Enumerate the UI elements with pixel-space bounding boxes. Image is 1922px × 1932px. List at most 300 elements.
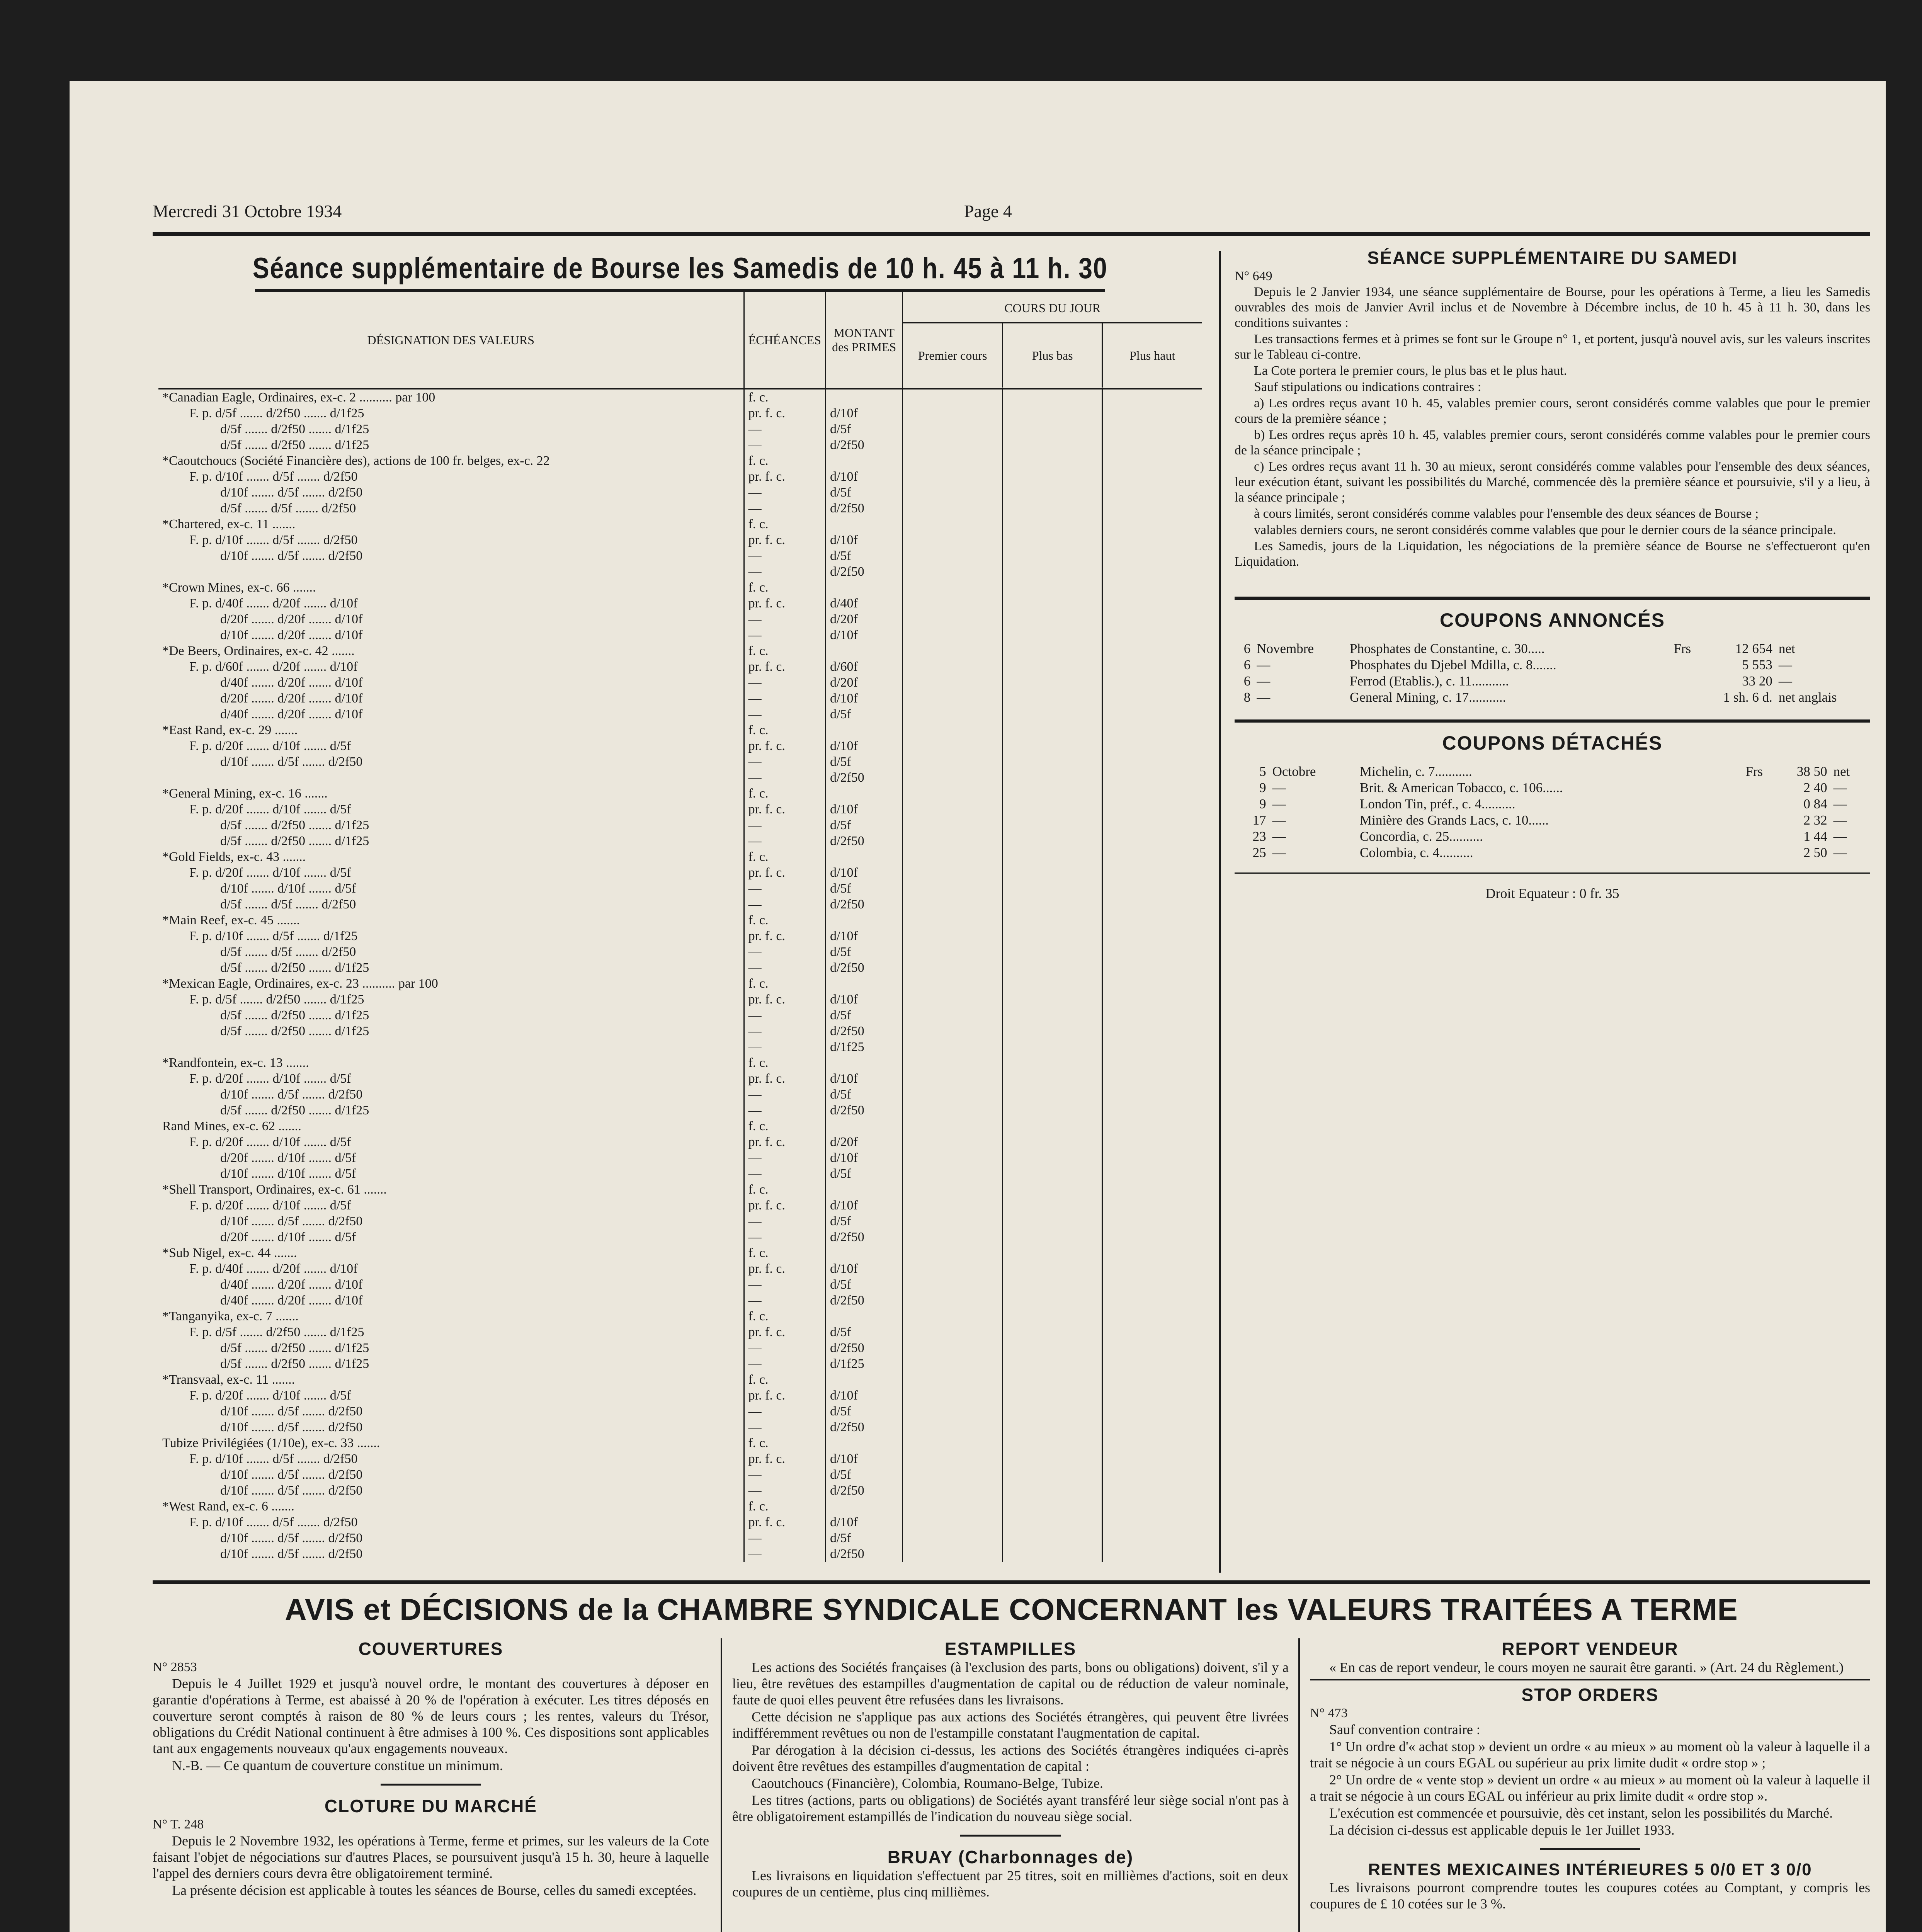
valeur-cours	[903, 1118, 1202, 1134]
valeur-echeance: pr. f. c.	[744, 469, 825, 485]
haut-cell	[1102, 580, 1202, 595]
cloture-text	[153, 1833, 709, 1898]
valeur-echeance: —	[744, 548, 825, 564]
valeur-designation: d/10f ....... d/5f ....... d/2f50	[220, 754, 363, 769]
bas-cell	[1002, 469, 1102, 485]
haut-cell	[1102, 849, 1202, 865]
haut-cell	[1102, 1197, 1202, 1213]
bas-cell	[1002, 912, 1102, 928]
valeur-montant: d/2f50	[826, 1546, 903, 1562]
haut-cell	[1102, 675, 1202, 690]
haut-cell	[1102, 960, 1202, 976]
premier-cell	[903, 817, 1002, 833]
valeur-cours	[903, 500, 1202, 516]
valeur-montant: d/5f	[826, 944, 903, 960]
couvertures-number: N° 2853	[153, 1660, 197, 1674]
valeur-echeance: f. c.	[744, 1498, 825, 1514]
bas-cell	[1002, 817, 1102, 833]
valeur-montant: d/2f50	[826, 1229, 903, 1245]
haut-cell	[1102, 1308, 1202, 1324]
valeur-row	[158, 1419, 1202, 1435]
column-divider	[1298, 1638, 1300, 1932]
valeur-montant: d/5f	[826, 1213, 903, 1229]
haut-cell	[1102, 1118, 1202, 1134]
haut-cell	[1102, 643, 1202, 659]
valeur-montant: d/5f	[826, 706, 903, 722]
valeur-row	[158, 1340, 1202, 1356]
bas-cell	[1002, 595, 1102, 611]
valeur-designation: *Sub Nigel, ex-c. 44 .......	[162, 1245, 297, 1260]
valeur-cours	[903, 833, 1202, 849]
valeur-row	[158, 1245, 1202, 1261]
valeur-montant: d/5f	[826, 1007, 903, 1023]
valeur-echeance: —	[744, 611, 825, 627]
coupon-cell: 25	[1252, 845, 1266, 860]
valeur-cours	[903, 564, 1202, 580]
valeur-designation: F. p. d/20f ....... d/10f ....... d/5f	[189, 1198, 351, 1213]
coupon-cell: Concordia, c. 25..........	[1359, 829, 1483, 844]
valeur-designation: d/20f ....... d/20f ....... d/10f	[220, 612, 363, 626]
valeur-designation: *Mexican Eagle, Ordinaires, ex-c. 23 .......... par 100	[162, 976, 438, 991]
valeur-montant	[826, 786, 903, 801]
coupon-cell: net anglais	[1778, 690, 1837, 705]
valeur-echeance: f. c.	[744, 580, 825, 595]
header-rule	[153, 232, 1870, 236]
header-date: Mercredi 31 Octobre 1934	[153, 201, 342, 221]
bas-cell	[1002, 1023, 1102, 1039]
premier-cell	[903, 1087, 1002, 1102]
valeur-montant	[826, 976, 903, 992]
valeur-cours	[903, 722, 1202, 738]
valeur-cours	[903, 1356, 1202, 1372]
valeur-designation: *Main Reef, ex-c. 45 .......	[162, 913, 300, 927]
valeur-echeance: —	[744, 1102, 825, 1118]
valeur-row	[158, 1039, 1202, 1055]
valeur-montant: d/5f	[826, 1087, 903, 1102]
valeur-designation: d/5f ....... d/2f50 ....... d/1f25	[220, 437, 369, 452]
premier-cell	[903, 564, 1002, 580]
premier-cell	[903, 611, 1002, 627]
haut-cell	[1102, 1055, 1202, 1071]
valeur-cours	[903, 437, 1202, 453]
valeur-cours	[903, 1293, 1202, 1308]
valeur-montant: d/10f	[826, 1071, 903, 1087]
valeur-row	[158, 1134, 1202, 1150]
valeur-cours	[903, 976, 1202, 992]
bas-cell	[1002, 389, 1102, 405]
divider	[381, 1784, 481, 1786]
premier-cell	[903, 1498, 1002, 1514]
valeur-designation: F. p. d/20f ....... d/10f ....... d/5f	[189, 738, 351, 753]
valeur-designation: d/10f ....... d/5f ....... d/2f50	[220, 1467, 363, 1482]
coupon-cell: —	[1257, 673, 1271, 689]
valeur-montant: d/10f	[826, 690, 903, 706]
haut-cell	[1102, 896, 1202, 912]
valeur-cours	[903, 1197, 1202, 1213]
valeur-echeance: —	[744, 1087, 825, 1102]
valeur-cours	[903, 944, 1202, 960]
paragraph: c) Les ordres reçus avant 11 h. 30 au mieux, seront considérés comme valables pour l'ensemble des deux séances, leur exécution étant, suivant les possibilités du Marché, commencée dès la première séance et poursuivie, s'il y a lieu, à la séance principale ;	[1235, 459, 1870, 505]
coupon-cell: net	[1833, 764, 1850, 779]
haut-cell	[1102, 1213, 1202, 1229]
valeur-montant: d/10f	[826, 928, 903, 944]
valeur-row	[158, 896, 1202, 912]
premier-cell	[903, 881, 1002, 896]
valeur-montant: d/2f50	[826, 1483, 903, 1498]
valeur-row	[158, 960, 1202, 976]
paragraph: L'exécution est commencée et poursuivie, dès cet instant, selon les possibilités du Marché.	[1329, 1805, 1833, 1821]
coupon-cell: Minière des Grands Lacs, c. 10......	[1359, 813, 1549, 828]
bas-cell	[1002, 1514, 1102, 1530]
bas-cell	[1002, 453, 1102, 469]
valeur-echeance: —	[744, 421, 825, 437]
valeur-row	[158, 1087, 1202, 1102]
valeur-row	[158, 738, 1202, 754]
premier-cell	[903, 643, 1002, 659]
valeur-designation: d/5f ....... d/5f ....... d/2f50	[220, 501, 356, 515]
paragraph: Les titres (actions, parts ou obligations) de Sociétés ayant transféré leur siège social n'ont pas à être obligatoirement estampillés de l'indication du nouveau siège social.	[732, 1793, 1289, 1824]
valeur-cours	[903, 1087, 1202, 1102]
valeur-row	[158, 421, 1202, 437]
premier-cell	[903, 421, 1002, 437]
valeur-designation: F. p. d/20f ....... d/10f ....... d/5f	[189, 1071, 351, 1086]
premier-cell	[903, 1197, 1002, 1213]
haut-cell	[1102, 532, 1202, 548]
coupon-cell: —	[1833, 813, 1847, 828]
valeur-echeance: —	[744, 1419, 825, 1435]
valeur-montant: d/10f	[826, 405, 903, 421]
col-haut: Plus haut	[1102, 323, 1202, 388]
coupons-annonces-title: COUPONS ANNONCÉS	[1440, 609, 1665, 631]
coupon-cell: 6	[1243, 657, 1251, 672]
bas-cell	[1002, 1150, 1102, 1166]
coupon-row	[1235, 828, 1870, 845]
divider	[960, 1835, 1061, 1837]
bas-cell	[1002, 1134, 1102, 1150]
bas-cell	[1002, 786, 1102, 801]
valeur-row	[158, 548, 1202, 564]
bas-cell	[1002, 1245, 1102, 1261]
valeur-cours	[903, 1403, 1202, 1419]
haut-cell	[1102, 944, 1202, 960]
valeur-montant	[826, 1308, 903, 1324]
valeur-row	[158, 532, 1202, 548]
paragraph: Les actions des Sociétés françaises (à l'exclusion des parts, bons ou obligations) doivent, s'il y a lieu, être revêtues des estampilles d'augmentation de capital ou de réduction de valeur nominale, faute de quoi elles peuvent être refusées dans les livraisons.	[732, 1660, 1289, 1708]
valeur-cours	[903, 912, 1202, 928]
valeur-echeance: pr. f. c.	[744, 865, 825, 881]
coupon-cell: —	[1833, 845, 1847, 860]
valeur-designation: d/20f ....... d/10f ....... d/5f	[220, 1230, 356, 1244]
valeur-echeance: —	[744, 1229, 825, 1245]
valeur-designation: F. p. d/10f ....... d/5f ....... d/2f50	[189, 532, 358, 547]
valeur-echeance: pr. f. c.	[744, 928, 825, 944]
premier-cell	[903, 659, 1002, 675]
col-cours-subheaders	[903, 323, 1202, 388]
premier-cell	[903, 580, 1002, 595]
estampilles-title: ESTAMPILLES	[944, 1639, 1077, 1659]
coupon-cell	[1725, 828, 1766, 845]
valeur-row	[158, 1118, 1202, 1134]
valeur-cours	[903, 516, 1202, 532]
haut-cell	[1102, 1356, 1202, 1372]
valeur-row	[158, 659, 1202, 675]
premier-cell	[903, 1372, 1002, 1388]
valeur-montant: d/10f	[826, 469, 903, 485]
haut-cell	[1102, 1293, 1202, 1308]
samedi-title: SÉANCE SUPPLÉMENTAIRE DU SAMEDI	[1367, 248, 1738, 268]
valeur-designation: Rand Mines, ex-c. 62 .......	[162, 1119, 301, 1133]
valeur-montant: d/5f	[826, 1277, 903, 1293]
premier-cell	[903, 1229, 1002, 1245]
bas-cell	[1002, 1498, 1102, 1514]
valeur-row	[158, 1467, 1202, 1483]
bas-cell	[1002, 754, 1102, 770]
haut-cell	[1102, 1372, 1202, 1388]
coupons-detaches-table	[1235, 764, 1870, 861]
coupon-cell: Phosphates du Djebel Mdilla, c. 8.......	[1350, 657, 1556, 672]
coupon-cell: 23	[1252, 829, 1266, 844]
coupon-cell: 2 50	[1803, 845, 1827, 860]
valeur-row	[158, 437, 1202, 453]
valeur-montant: d/5f	[826, 881, 903, 896]
valeur-designation: *Caoutchoucs (Société Financière des), actions de 100 fr. belges, ex-c. 22	[162, 453, 550, 468]
premier-cell	[903, 1261, 1002, 1277]
haut-cell	[1102, 1245, 1202, 1261]
bas-cell	[1002, 1277, 1102, 1293]
haut-cell	[1102, 421, 1202, 437]
haut-cell	[1102, 1514, 1202, 1530]
col-montant: MONTANT des PRIMES	[826, 292, 903, 389]
valeur-echeance: pr. f. c.	[744, 405, 825, 421]
valeur-echeance: pr. f. c.	[744, 1071, 825, 1087]
valeur-montant: d/1f25	[826, 1039, 903, 1055]
valeur-echeance: —	[744, 1356, 825, 1372]
bas-cell	[1002, 1324, 1102, 1340]
valeur-row	[158, 1308, 1202, 1324]
haut-cell	[1102, 786, 1202, 801]
valeur-echeance: —	[744, 627, 825, 643]
valeur-echeance: pr. f. c.	[744, 595, 825, 611]
valeur-cours	[903, 1261, 1202, 1277]
bas-cell	[1002, 1451, 1102, 1467]
valeur-echeance: pr. f. c.	[744, 1134, 825, 1150]
haut-cell	[1102, 627, 1202, 643]
valeur-designation: *Chartered, ex-c. 11 .......	[162, 517, 296, 531]
paragraph: Caoutchoucs (Financière), Colombia, Roumano-Belge, Tubize.	[752, 1776, 1103, 1791]
valeur-echeance: —	[744, 500, 825, 516]
valeur-designation: d/10f ....... d/10f ....... d/5f	[220, 881, 356, 896]
col-premier: Premier cours	[918, 348, 987, 362]
valeur-cours	[903, 1467, 1202, 1483]
report-text: « En cas de report vendeur, le cours moyen ne saurait être garanti. » (Art. 24 du Règlement.)	[1329, 1660, 1844, 1675]
bas-cell	[1002, 976, 1102, 992]
valeur-designation: F. p. d/10f ....... d/5f ....... d/2f50	[189, 1451, 358, 1466]
valeur-montant: d/5f	[826, 485, 903, 500]
haut-cell	[1102, 485, 1202, 500]
valeur-echeance: f. c.	[744, 516, 825, 532]
column-divider	[721, 1638, 722, 1932]
coupons-bottom-rule	[1235, 872, 1870, 874]
valeur-row	[158, 1229, 1202, 1245]
coupon-row	[1235, 812, 1870, 828]
valeur-echeance: —	[744, 1213, 825, 1229]
valeur-designation: d/5f ....... d/5f ....... d/2f50	[220, 944, 356, 959]
valeur-designation: F. p. d/20f ....... d/10f ....... d/5f	[189, 1388, 351, 1403]
premier-cell	[903, 1388, 1002, 1403]
valeur-designation: d/5f ....... d/2f50 ....... d/1f25	[220, 960, 369, 975]
paragraph: b) Les ordres reçus après 10 h. 45, valables premier cours, seront considérés comme valables pour le premier cours de la séance principale ;	[1235, 428, 1870, 457]
valeur-cours	[903, 865, 1202, 881]
valeur-row	[158, 722, 1202, 738]
valeur-row	[158, 564, 1202, 580]
valeur-echeance: —	[744, 1007, 825, 1023]
valeur-row	[158, 675, 1202, 690]
valeur-montant: d/10f	[826, 1150, 903, 1166]
valeur-row	[158, 1293, 1202, 1308]
valeur-row	[158, 405, 1202, 421]
bas-cell	[1002, 944, 1102, 960]
valeur-designation: d/20f ....... d/20f ....... d/10f	[220, 691, 363, 706]
premier-cell	[903, 706, 1002, 722]
valeur-row	[158, 1372, 1202, 1388]
haut-cell	[1102, 1071, 1202, 1087]
valeur-cours	[903, 928, 1202, 944]
premier-cell	[903, 1419, 1002, 1435]
page-sheet	[153, 197, 1870, 1932]
premier-cell	[903, 849, 1002, 865]
bas-cell	[1002, 833, 1102, 849]
valeur-montant	[826, 1118, 903, 1134]
premier-cell	[903, 1118, 1002, 1134]
premier-cell	[903, 1324, 1002, 1340]
valeur-cours	[903, 1245, 1202, 1261]
valeur-cours	[903, 627, 1202, 643]
haut-cell	[1102, 738, 1202, 754]
valeur-designation: d/5f ....... d/2f50 ....... d/1f25	[220, 1024, 369, 1038]
valeur-designation: *Gold Fields, ex-c. 43 .......	[162, 849, 306, 864]
valeur-cours	[903, 1451, 1202, 1467]
haut-cell	[1102, 1277, 1202, 1293]
premier-cell	[903, 1182, 1002, 1197]
bas-cell	[1002, 532, 1102, 548]
valeur-designation: *Shell Transport, Ordinaires, ex-c. 61 .......	[162, 1182, 387, 1197]
valeur-cours	[903, 1229, 1202, 1245]
bas-cell	[1002, 1419, 1102, 1435]
haut-cell	[1102, 1261, 1202, 1277]
valeur-cours	[903, 1483, 1202, 1498]
bas-cell	[1002, 675, 1102, 690]
cloture-number: N° T. 248	[153, 1817, 204, 1832]
valeur-montant: d/10f	[826, 865, 903, 881]
premier-cell	[903, 1483, 1002, 1498]
haut-cell	[1102, 453, 1202, 469]
valeur-row	[158, 1356, 1202, 1372]
paragraph: Cette décision ne s'applique pas aux actions des Sociétés étrangères, qui peuvent être livrées indifféremment revêtues ou non de l'estampille constatant l'augmentation de capital.	[732, 1709, 1289, 1741]
valeur-cours	[903, 580, 1202, 595]
valeur-row	[158, 1277, 1202, 1293]
seance-title: Séance supplémentaire de Bourse les Samedis de 10 h. 45 à 11 h. 30	[252, 252, 1108, 285]
haut-cell	[1102, 659, 1202, 675]
valeur-cours	[903, 1166, 1202, 1182]
valeur-montant	[826, 1372, 903, 1388]
haut-cell	[1102, 1324, 1202, 1340]
valeur-designation	[158, 1039, 744, 1055]
premier-cell	[903, 976, 1002, 992]
paragraph: Les transactions fermes et à primes se font sur le Groupe n° 1, et portent, jusqu'à nouvel avis, sur les valeurs inscrites sur le Tableau ci-contre.	[1235, 332, 1870, 362]
valeur-cours	[903, 532, 1202, 548]
premier-cell	[903, 1435, 1002, 1451]
valeur-echeance: —	[744, 1483, 825, 1498]
valeur-cours	[903, 1039, 1202, 1055]
valeur-designation: F. p. d/60f ....... d/20f ....... d/10f	[189, 659, 358, 674]
valeur-cours	[903, 992, 1202, 1007]
valeur-echeance: —	[744, 564, 825, 580]
valeur-echeance: pr. f. c.	[744, 1324, 825, 1340]
report-block	[1310, 1638, 1870, 1932]
premier-cell	[903, 928, 1002, 944]
valeur-designation: d/10f ....... d/5f ....... d/2f50	[220, 1420, 363, 1434]
valeur-designation: d/5f ....... d/2f50 ....... d/1f25	[220, 1008, 369, 1022]
coupon-row	[1235, 845, 1870, 861]
valeur-row	[158, 849, 1202, 865]
premier-cell	[903, 1166, 1002, 1182]
bas-cell	[1002, 722, 1102, 738]
valeur-row	[158, 1197, 1202, 1213]
bas-cell	[1002, 1293, 1102, 1308]
valeur-echeance: —	[744, 1546, 825, 1562]
valeur-echeance: —	[744, 1039, 825, 1055]
coupons-annonces-table	[1235, 641, 1870, 706]
coupon-cell	[1725, 845, 1766, 861]
valeur-row	[158, 801, 1202, 817]
valeur-designation: *Crown Mines, ex-c. 66 .......	[162, 580, 316, 595]
valeur-montant: d/1f25	[826, 1356, 903, 1372]
valeur-row	[158, 754, 1202, 770]
valeur-montant	[826, 1182, 903, 1197]
premier-cell	[903, 405, 1002, 421]
premier-cell	[903, 675, 1002, 690]
valeur-cours	[903, 485, 1202, 500]
valeur-row	[158, 485, 1202, 500]
valeur-montant	[826, 389, 903, 405]
premier-cell	[903, 1245, 1002, 1261]
bas-cell	[1002, 1182, 1102, 1197]
valeur-designation: F. p. d/20f ....... d/10f ....... d/5f	[189, 802, 351, 816]
valeur-row	[158, 595, 1202, 611]
bas-cell	[1002, 1467, 1102, 1483]
haut-cell	[1102, 1530, 1202, 1546]
newspaper-page	[70, 81, 1886, 1932]
coupon-cell	[1660, 689, 1694, 706]
valeur-montant: d/2f50	[826, 1023, 903, 1039]
valeur-cours	[903, 1023, 1202, 1039]
valeur-row	[158, 1498, 1202, 1514]
valeur-row	[158, 1261, 1202, 1277]
bas-cell	[1002, 1039, 1102, 1055]
valeur-designation: F. p. d/5f ....... d/2f50 ....... d/1f25	[189, 406, 364, 420]
valeur-echeance: pr. f. c.	[744, 659, 825, 675]
haut-cell	[1102, 722, 1202, 738]
valeur-montant: d/20f	[826, 675, 903, 690]
valeur-row	[158, 1546, 1202, 1562]
samedi-section	[1235, 247, 1870, 1573]
valeur-echeance: f. c.	[744, 976, 825, 992]
premier-cell	[903, 912, 1002, 928]
coupon-cell: Frs	[1745, 764, 1763, 779]
valeur-echeance: —	[744, 1530, 825, 1546]
stop-text	[1310, 1721, 1870, 1838]
valeur-montant	[826, 849, 903, 865]
